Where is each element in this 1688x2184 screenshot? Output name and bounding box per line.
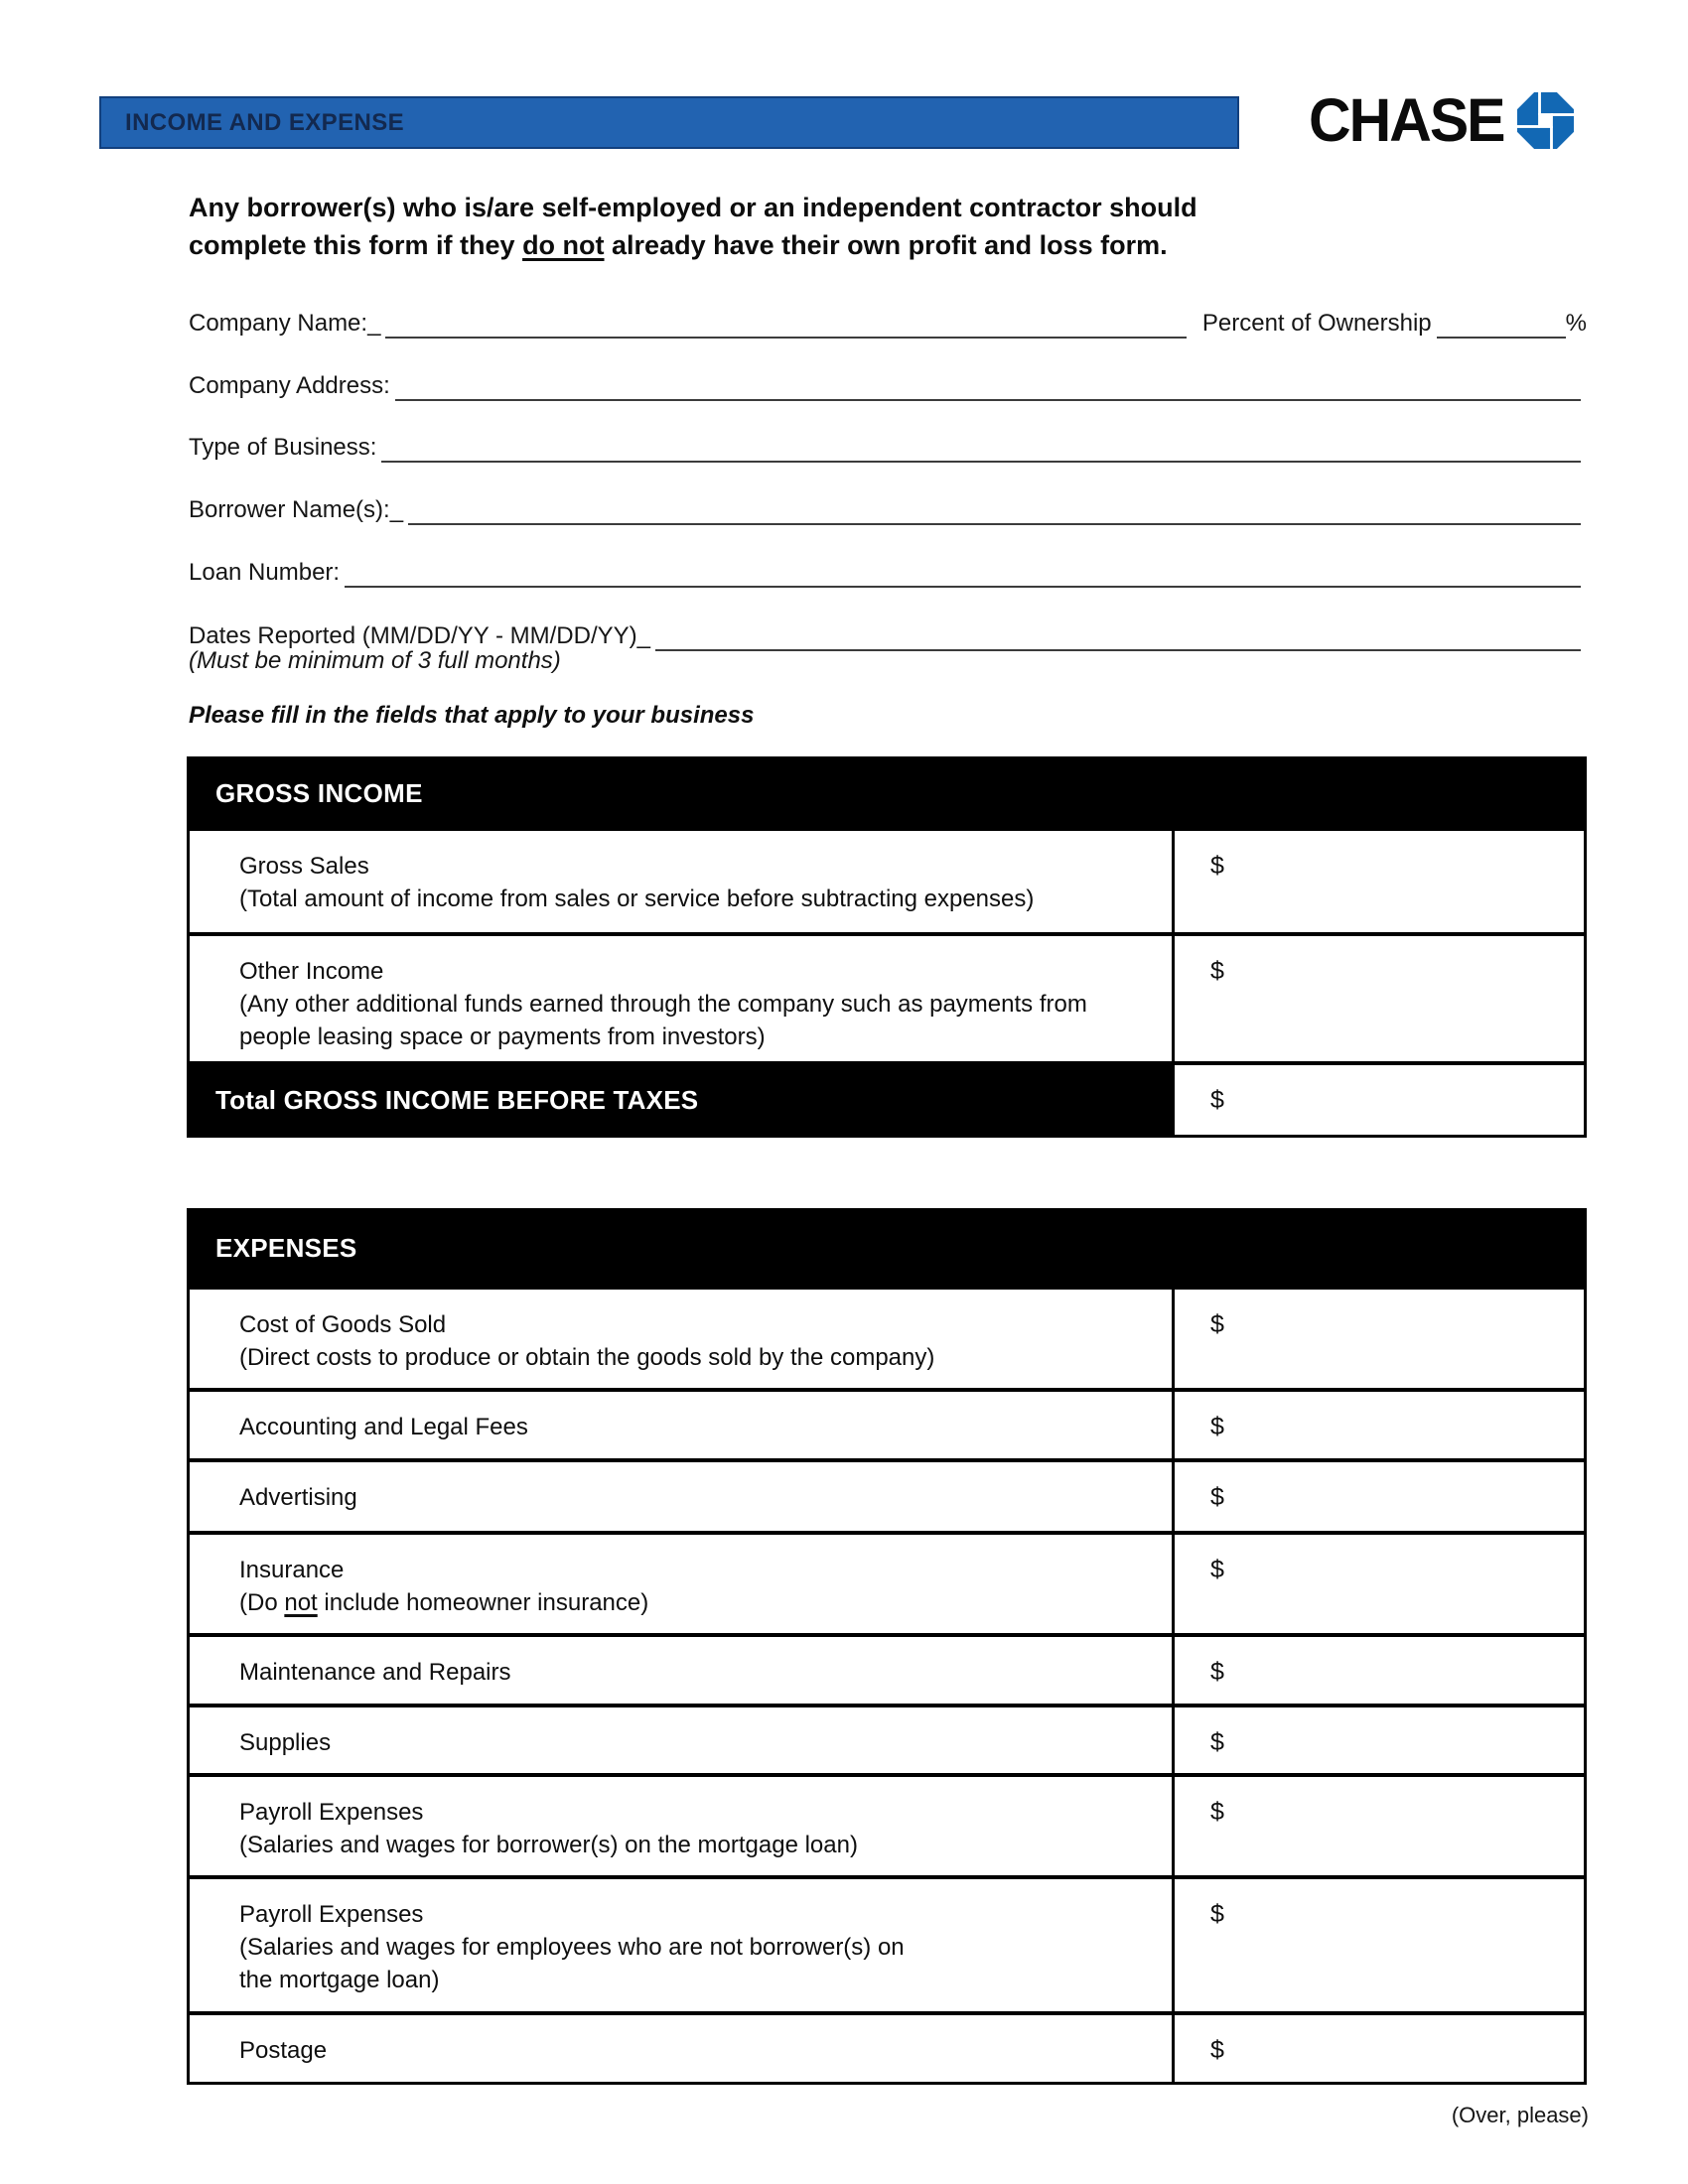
dollar-sign: $ (1210, 1483, 1224, 1511)
company-address-input-line[interactable] (395, 371, 1581, 401)
gross-income-header: GROSS INCOME (190, 759, 1584, 827)
header-banner (99, 96, 1239, 149)
row-description-cell (190, 1879, 1175, 2011)
row-description: (Direct costs to produce or obtain the goods sold by the company) (239, 1344, 935, 1371)
insurance-desc-pre: (Do (239, 1589, 285, 1616)
row-description-cell (190, 1707, 1175, 1773)
insurance-desc-not: not (284, 1589, 318, 1616)
type-of-business-label: Type of Business: (189, 434, 377, 461)
percent-ownership-input-line[interactable] (1437, 309, 1566, 339)
table-row-cost-of-goods (190, 1286, 1584, 1388)
row-description: (Salaries and wages for employees who are not borrower(s) on the mortgage loan) (239, 1934, 905, 1993)
amount-cell[interactable] (1175, 1290, 1584, 1388)
dollar-sign: $ (1210, 1658, 1224, 1686)
dollar-sign: $ (1210, 1728, 1224, 1756)
row-title: Supplies (239, 1729, 332, 1756)
borrower-names-label: Borrower Name(s):_ (189, 496, 404, 523)
dollar-sign: $ (1210, 2036, 1224, 2064)
row-description: (Any other additional funds earned through the company such as payments from people leasing space or payments from investors) (239, 991, 1087, 1050)
table-row-payroll-employees (190, 1875, 1584, 2011)
company-address-label: Company Address: (189, 372, 390, 399)
row-title: Accounting and Legal Fees (239, 1414, 528, 1440)
gross-income-table (187, 756, 1587, 1138)
table-row-supplies (190, 1704, 1584, 1773)
dollar-sign: $ (1210, 1310, 1224, 1338)
amount-cell[interactable] (1175, 831, 1584, 932)
row-description: (Total amount of income from sales or service before subtracting expenses) (239, 886, 1035, 912)
dates-minimum-note: (Must be minimum of 3 full months) (189, 647, 561, 674)
row-description: (Salaries and wages for borrower(s) on the mortgage loan) (239, 1832, 858, 1858)
percent-sign: % (1565, 310, 1587, 337)
field-company-address (189, 363, 1581, 401)
amount-cell[interactable] (1175, 936, 1584, 1061)
row-description-cell (190, 831, 1175, 932)
field-dates-reported (189, 614, 1581, 651)
chase-logo (1309, 85, 1574, 154)
row-title: Advertising (239, 1484, 357, 1511)
table-row-insurance (190, 1531, 1584, 1633)
dollar-sign: $ (1210, 1085, 1224, 1114)
amount-cell[interactable] (1175, 1065, 1584, 1135)
row-title: Insurance (239, 1557, 345, 1583)
row-title: Gross Sales (239, 853, 369, 880)
dollar-sign: $ (1210, 1900, 1224, 1928)
expenses-table (187, 1208, 1587, 2085)
table-row-payroll-borrowers (190, 1773, 1584, 1875)
loan-number-label: Loan Number: (189, 559, 341, 586)
amount-cell[interactable] (1175, 1777, 1584, 1875)
amount-cell[interactable] (1175, 2015, 1584, 2082)
intro-part2: already have their own profit and loss form. (604, 230, 1168, 260)
table-row-maintenance (190, 1633, 1584, 1704)
row-title: Cost of Goods Sold (239, 1311, 447, 1338)
percent-ownership-label: Percent of Ownership (1201, 310, 1432, 337)
type-of-business-input-line[interactable] (381, 433, 1581, 463)
amount-cell[interactable] (1175, 1392, 1584, 1458)
table-row-postage (190, 2011, 1584, 2082)
dollar-sign: $ (1210, 1556, 1224, 1583)
amount-cell[interactable] (1175, 1462, 1584, 1531)
row-title: Maintenance and Repairs (239, 1659, 511, 1686)
banner-title: INCOME AND EXPENSE (125, 108, 405, 136)
row-description-cell (190, 1290, 1175, 1388)
amount-cell[interactable] (1175, 1637, 1584, 1704)
field-borrower-names (189, 487, 1581, 525)
table-row-gross-sales (190, 827, 1584, 932)
row-description-cell (190, 936, 1175, 1061)
dollar-sign: $ (1210, 852, 1224, 880)
intro-do-not: do not (522, 230, 605, 260)
borrower-names-input-line[interactable] (408, 495, 1581, 525)
row-description-cell (190, 1535, 1175, 1633)
intro-part1: Any borrower(s) who is/are self-employed or an independent contractor should complete this form if they (189, 193, 1197, 260)
row-description-cell (190, 1462, 1175, 1531)
row-description (239, 1586, 1158, 1619)
table-row-total-gross-income (190, 1061, 1584, 1135)
row-description-cell (190, 2015, 1175, 2082)
row-title: Payroll Expenses (239, 1799, 424, 1826)
over-please-note: (Over, please) (1451, 2103, 1589, 2127)
row-title: Other Income (239, 958, 384, 985)
amount-cell[interactable] (1175, 1707, 1584, 1773)
table-row-other-income (190, 932, 1584, 1061)
field-company-name (189, 301, 1587, 339)
row-description-cell (190, 1777, 1175, 1875)
field-type-of-business (189, 425, 1581, 463)
row-description-cell (190, 1392, 1175, 1458)
dates-reported-input-line[interactable] (655, 621, 1581, 651)
intro-text (189, 189, 1226, 264)
chase-wordmark: CHASE (1309, 85, 1504, 154)
row-description-cell (190, 1637, 1175, 1704)
row-title: Payroll Expenses (239, 1901, 424, 1928)
dollar-sign: $ (1210, 1413, 1224, 1440)
chase-octagon-icon (1517, 92, 1574, 149)
dates-reported-label: Dates Reported (MM/DD/YY - MM/DD/YY)_ (189, 622, 650, 649)
amount-cell[interactable] (1175, 1535, 1584, 1633)
insurance-desc-post: include homeowner insurance) (317, 1589, 649, 1616)
row-title: Postage (239, 2037, 328, 2064)
dollar-sign: $ (1210, 1798, 1224, 1826)
total-gross-income-label: Total GROSS INCOME BEFORE TAXES (190, 1065, 1175, 1135)
amount-cell[interactable] (1175, 1879, 1584, 2011)
expenses-header: EXPENSES (190, 1211, 1584, 1286)
table-row-accounting-legal (190, 1388, 1584, 1458)
fill-instruction: Please fill in the fields that apply to your business (189, 702, 755, 729)
loan-number-input-line[interactable] (345, 558, 1581, 588)
dollar-sign: $ (1210, 957, 1224, 985)
table-row-advertising (190, 1458, 1584, 1531)
field-loan-number (189, 550, 1581, 588)
company-name-input-line[interactable] (385, 309, 1186, 339)
company-name-label: Company Name:_ (189, 310, 381, 337)
